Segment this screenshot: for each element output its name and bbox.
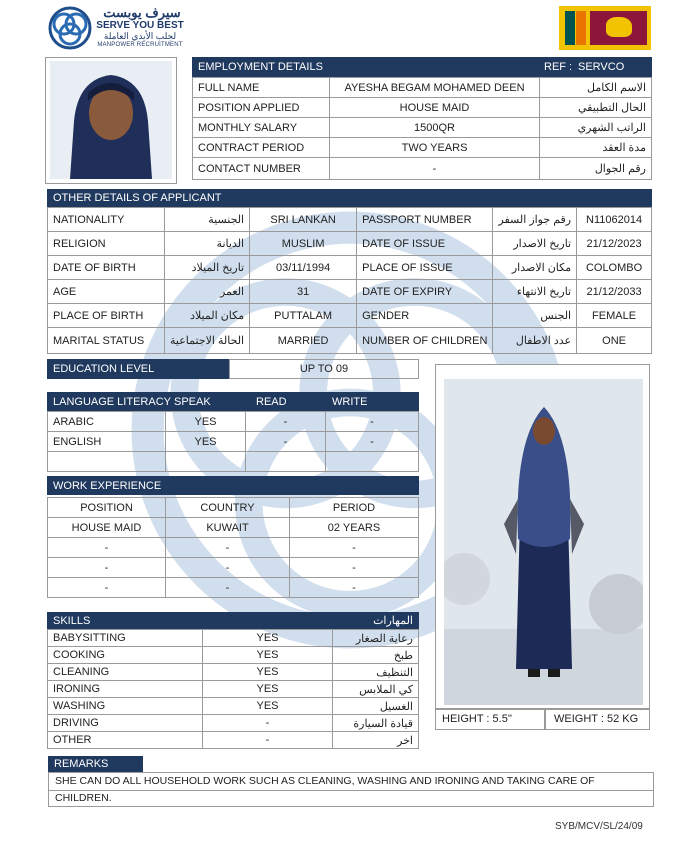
skill-value: YES bbox=[203, 698, 333, 715]
table-row bbox=[48, 208, 652, 232]
work-period: - bbox=[290, 578, 419, 598]
work-experience-title: WORK EXPERIENCE bbox=[53, 479, 162, 492]
skills-arabic-title: المهارات bbox=[373, 615, 413, 627]
ref-value: SERVCO bbox=[578, 61, 625, 73]
nationality-label: NATIONALITY bbox=[48, 208, 165, 232]
work-period: - bbox=[290, 538, 419, 558]
work-position: - bbox=[48, 558, 166, 578]
position-applied-arabic: الحال التطبيقي bbox=[540, 98, 652, 118]
employment-details-title: EMPLOYMENT DETAILS bbox=[198, 61, 323, 73]
date-of-expiry-value: 21/12/2033 bbox=[577, 280, 652, 304]
work-experience-table bbox=[47, 497, 419, 598]
full-name-arabic: الاسم الكامل bbox=[540, 78, 652, 98]
date-of-expiry-label: DATE OF EXPIRY bbox=[357, 280, 493, 304]
table-row bbox=[48, 538, 419, 558]
date-of-issue-value: 21/12/2023 bbox=[577, 232, 652, 256]
read-column-header: READ bbox=[256, 395, 287, 408]
religion-value: MUSLIM bbox=[250, 232, 357, 256]
english-write: - bbox=[326, 432, 419, 452]
gender-label: GENDER bbox=[357, 304, 493, 328]
empty-speak bbox=[166, 452, 246, 472]
table-row bbox=[193, 158, 652, 180]
height-box bbox=[435, 709, 545, 730]
table-row bbox=[193, 118, 652, 138]
skills-table bbox=[47, 629, 419, 749]
ref-label: REF : bbox=[544, 61, 573, 73]
contract-period-label: CONTRACT PERIOD bbox=[193, 138, 330, 158]
age-value: 31 bbox=[250, 280, 357, 304]
work-position: - bbox=[48, 538, 166, 558]
weight-box bbox=[545, 709, 650, 730]
education-level-value bbox=[229, 359, 419, 379]
skill-name: OTHER bbox=[48, 732, 203, 749]
height-value: HEIGHT : 5.5'' bbox=[442, 713, 513, 725]
table-row bbox=[48, 452, 419, 472]
skill-value: - bbox=[203, 732, 333, 749]
table-row bbox=[48, 558, 419, 578]
work-country: - bbox=[166, 558, 290, 578]
arabic-speak: YES bbox=[166, 412, 246, 432]
applicant-full-photo bbox=[435, 364, 650, 709]
table-row bbox=[193, 78, 652, 98]
full-name-value: AYESHA BEGAM MOHAMED DEEN bbox=[330, 78, 540, 98]
gender-value: FEMALE bbox=[577, 304, 652, 328]
place-of-birth-value: PUTTALAM bbox=[250, 304, 357, 328]
table-row bbox=[48, 664, 419, 681]
skills-header bbox=[47, 612, 419, 629]
position-applied-label: POSITION APPLIED bbox=[193, 98, 330, 118]
language-literacy-table bbox=[47, 411, 419, 472]
other-details-title: OTHER DETAILS OF APPLICANT bbox=[53, 192, 222, 204]
date-of-birth-value: 03/11/1994 bbox=[250, 256, 357, 280]
sri-lanka-flag-icon bbox=[559, 6, 651, 50]
table-row bbox=[48, 681, 419, 698]
table-row bbox=[48, 698, 419, 715]
skill-arabic: رعاية الصغار bbox=[333, 630, 419, 647]
table-row bbox=[48, 256, 652, 280]
language-arabic: ARABIC bbox=[48, 412, 166, 432]
marital-status-label: MARITAL STATUS bbox=[48, 328, 165, 354]
remarks-text: SHE CAN DO ALL HOUSEHOLD WORK SUCH AS CLEANING, WASHING AND IRONING AND TAKING CARE OF CHILDREN. bbox=[55, 775, 595, 804]
company-logo bbox=[48, 5, 188, 51]
skill-value: YES bbox=[203, 664, 333, 681]
skill-arabic: التنظيف bbox=[333, 664, 419, 681]
weight-value: WEIGHT : 52 KG bbox=[554, 713, 639, 725]
table-row bbox=[48, 328, 652, 354]
work-experience-header bbox=[47, 476, 419, 495]
place-of-issue-arabic: مكان الاصدار bbox=[493, 256, 577, 280]
place-of-birth-arabic: مكان الميلاد bbox=[165, 304, 250, 328]
employment-details-table bbox=[192, 77, 652, 180]
place-of-birth-label: PLACE OF BIRTH bbox=[48, 304, 165, 328]
skill-value: YES bbox=[203, 647, 333, 664]
date-of-expiry-arabic: تاريخ الانتهاء bbox=[493, 280, 577, 304]
skill-value: YES bbox=[203, 630, 333, 647]
monthly-salary-value: 1500QR bbox=[330, 118, 540, 138]
skills-title: SKILLS bbox=[53, 614, 91, 627]
gender-arabic: الجنس bbox=[493, 304, 577, 328]
logo-english-name: SERVE YOU BEST bbox=[96, 20, 184, 31]
age-arabic: العمر bbox=[165, 280, 250, 304]
english-speak: YES bbox=[166, 432, 246, 452]
skill-name: WASHING bbox=[48, 698, 203, 715]
work-position: - bbox=[48, 578, 166, 598]
applicant-portrait-photo bbox=[45, 57, 177, 184]
period-column-header: PERIOD bbox=[290, 498, 419, 518]
language-literacy-header bbox=[47, 392, 419, 411]
work-position: HOUSE MAID bbox=[48, 518, 166, 538]
skill-arabic: كي الملابس bbox=[333, 681, 419, 698]
position-applied-value: HOUSE MAID bbox=[330, 98, 540, 118]
skill-name: CLEANING bbox=[48, 664, 203, 681]
date-of-issue-arabic: تاريخ الاصدار bbox=[493, 232, 577, 256]
skill-arabic: اخر bbox=[333, 732, 419, 749]
remarks-title: REMARKS bbox=[54, 758, 109, 770]
table-row bbox=[48, 732, 419, 749]
document-reference-code: SYB/MCV/SL/24/09 bbox=[555, 821, 643, 832]
table-row bbox=[48, 647, 419, 664]
contact-number-arabic: رقم الجوال bbox=[540, 158, 652, 180]
language-literacy-title: LANGUAGE LITERACY bbox=[53, 395, 171, 408]
table-row bbox=[48, 715, 419, 732]
table-row bbox=[193, 138, 652, 158]
skill-arabic: الغسيل bbox=[333, 698, 419, 715]
work-country: - bbox=[166, 538, 290, 558]
table-row bbox=[48, 412, 419, 432]
contract-period-value: TWO YEARS bbox=[330, 138, 540, 158]
remarks-text-box bbox=[48, 772, 654, 804]
arabic-read: - bbox=[246, 412, 326, 432]
number-of-children-value: ONE bbox=[577, 328, 652, 354]
education-level-label bbox=[47, 359, 229, 379]
country-column-header: COUNTRY bbox=[166, 498, 290, 518]
skill-name: BABYSITTING bbox=[48, 630, 203, 647]
skill-arabic: قيادة السيارة bbox=[333, 715, 419, 732]
arabic-write: - bbox=[326, 412, 419, 432]
empty-read bbox=[246, 452, 326, 472]
table-row bbox=[48, 280, 652, 304]
empty-write bbox=[326, 452, 419, 472]
number-of-children-arabic: عدد الاطفال bbox=[493, 328, 577, 354]
date-of-birth-label: DATE OF BIRTH bbox=[48, 256, 165, 280]
age-label: AGE bbox=[48, 280, 165, 304]
write-column-header: WRITE bbox=[332, 395, 368, 408]
marital-status-arabic: الحالة الاجتماعية bbox=[165, 328, 250, 354]
date-of-birth-arabic: تاريخ الميلاد bbox=[165, 256, 250, 280]
english-read: - bbox=[246, 432, 326, 452]
passport-number-arabic: رقم جواز السفر bbox=[493, 208, 577, 232]
table-row bbox=[48, 498, 419, 518]
table-row bbox=[48, 518, 419, 538]
work-period: - bbox=[290, 558, 419, 578]
skill-value: YES bbox=[203, 681, 333, 698]
education-level-title: EDUCATION LEVEL bbox=[53, 363, 155, 375]
skill-arabic: طبخ bbox=[333, 647, 419, 664]
full-name-label: FULL NAME bbox=[193, 78, 330, 98]
employment-details-header bbox=[192, 57, 652, 77]
work-period: 02 YEARS bbox=[290, 518, 419, 538]
position-column-header: POSITION bbox=[48, 498, 166, 518]
date-of-issue-label: DATE OF ISSUE bbox=[357, 232, 493, 256]
table-row bbox=[48, 630, 419, 647]
contact-number-value: - bbox=[330, 158, 540, 180]
passport-number-label: PASSPORT NUMBER bbox=[357, 208, 493, 232]
number-of-children-label: NUMBER OF CHILDREN bbox=[357, 328, 493, 354]
passport-number-value: N11062014 bbox=[577, 208, 652, 232]
logo-emblem-icon bbox=[48, 6, 92, 50]
nationality-arabic: الجنسية bbox=[165, 208, 250, 232]
speak-column-header: SPEAK bbox=[174, 395, 211, 408]
place-of-issue-label: PLACE OF ISSUE bbox=[357, 256, 493, 280]
place-of-issue-value: COLOMBO bbox=[577, 256, 652, 280]
remarks-header bbox=[48, 756, 143, 772]
work-country: KUWAIT bbox=[166, 518, 290, 538]
monthly-salary-arabic: الراتب الشهري bbox=[540, 118, 652, 138]
logo-arabic-sub: لجلب الأيدي العاملة bbox=[103, 31, 177, 41]
monthly-salary-label: MONTHLY SALARY bbox=[193, 118, 330, 138]
language-empty bbox=[48, 452, 166, 472]
nationality-value: SRI LANKAN bbox=[250, 208, 357, 232]
skill-name: IRONING bbox=[48, 681, 203, 698]
table-row bbox=[48, 432, 419, 452]
work-country: - bbox=[166, 578, 290, 598]
contact-number-label: CONTACT NUMBER bbox=[193, 158, 330, 180]
other-details-header bbox=[47, 189, 652, 207]
religion-arabic: الديانة bbox=[165, 232, 250, 256]
marital-status-value: MARRIED bbox=[250, 328, 357, 354]
other-details-table bbox=[47, 207, 652, 354]
table-row bbox=[48, 232, 652, 256]
skill-name: COOKING bbox=[48, 647, 203, 664]
skill-name: DRIVING bbox=[48, 715, 203, 732]
skill-value: - bbox=[203, 715, 333, 732]
table-row bbox=[48, 578, 419, 598]
logo-arabic-name: سيرف يوبست bbox=[103, 5, 181, 20]
language-english: ENGLISH bbox=[48, 432, 166, 452]
contract-period-arabic: مدة العقد bbox=[540, 138, 652, 158]
education-level-text: UP TO 09 bbox=[299, 363, 349, 375]
logo-tagline: MANPOWER RECRUITMENT bbox=[97, 42, 183, 48]
religion-label: RELIGION bbox=[48, 232, 165, 256]
table-row bbox=[193, 98, 652, 118]
table-row bbox=[48, 304, 652, 328]
remarks-empty-line bbox=[48, 790, 654, 807]
